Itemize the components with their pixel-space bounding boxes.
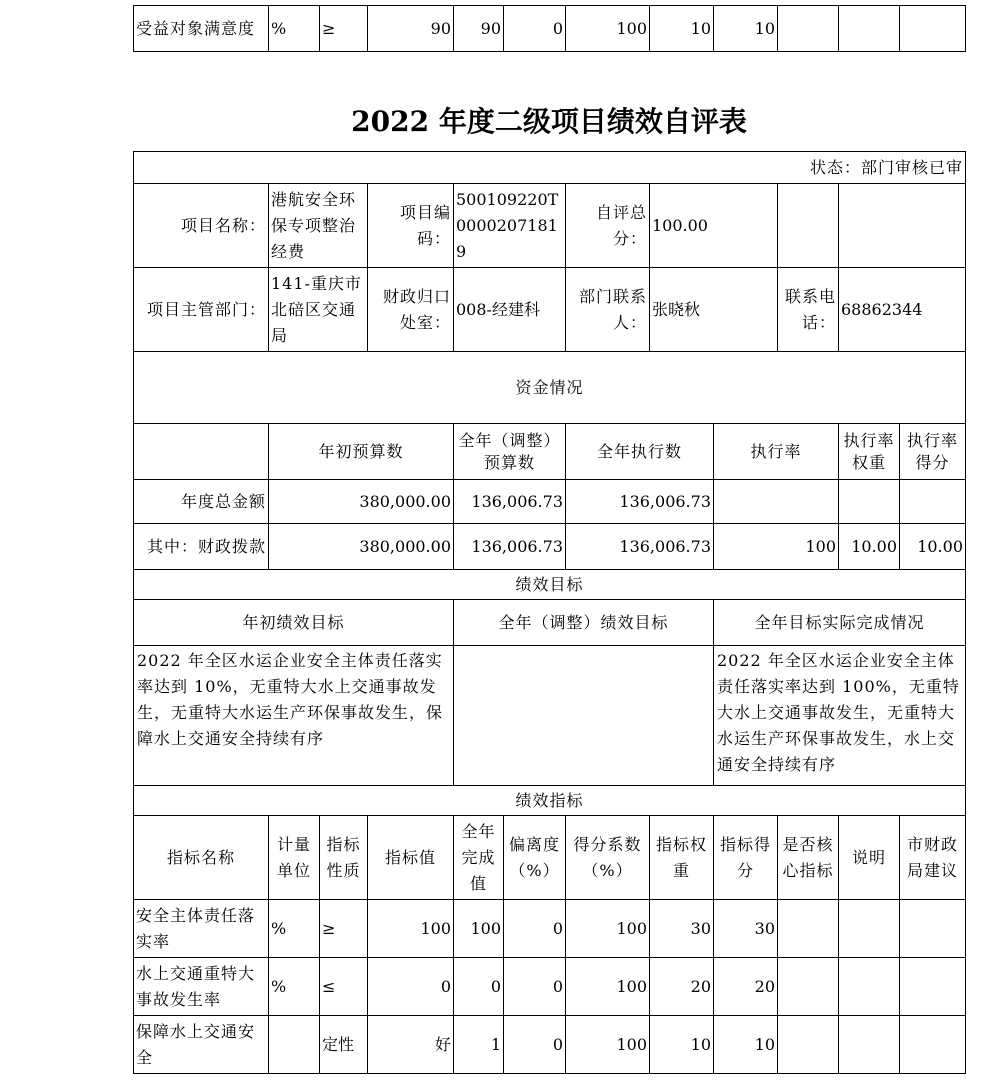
empty-cell (900, 480, 966, 524)
rate-score-header: 执行率得分 (900, 424, 966, 480)
indicator-nature: ≥ (320, 6, 368, 52)
goals-section-title: 绩效目标 (134, 570, 966, 600)
total-score: 100.00 (650, 184, 778, 268)
indicator-unit: % (269, 6, 320, 52)
indicator-unit: % (269, 958, 320, 1016)
table-row (134, 958, 966, 1016)
indicator-core (778, 1016, 839, 1074)
col-header-nature: 指标性质 (320, 816, 368, 900)
project-code-label: 项目编码： (368, 184, 454, 268)
funds-header-row (134, 424, 966, 480)
initial-budget-header: 年初预算数 (269, 424, 454, 480)
goals-content-row (134, 646, 966, 786)
indicator-core (778, 958, 839, 1016)
col-header-target: 指标值 (368, 816, 454, 900)
empty-cell (839, 184, 966, 268)
table-row (134, 524, 966, 570)
indicator-core (778, 6, 839, 52)
indicator-suggestion (900, 1016, 966, 1074)
department-info-row (134, 268, 966, 352)
project-code: 500109220T00002071819 (454, 184, 566, 268)
indicator-weight: 10 (650, 1016, 714, 1074)
project-name-label: 项目名称： (134, 184, 269, 268)
table-row (134, 6, 966, 52)
indicator-deviation: 0 (504, 958, 566, 1016)
fiscal-amount-label: 其中：财政拨款 (134, 524, 269, 570)
indicator-nature: ≤ (320, 958, 368, 1016)
indicator-score: 10 (714, 1016, 778, 1074)
indicator-note (839, 6, 900, 52)
col-header-deviation: 偏离度（%） (504, 816, 566, 900)
initial-goal-header: 年初绩效目标 (134, 600, 454, 646)
finance-value: 008-经建科 (454, 268, 566, 352)
col-header-name: 指标名称 (134, 816, 269, 900)
empty-cell (839, 480, 900, 524)
fiscal-rate-score: 10.00 (900, 524, 966, 570)
indicator-coefficient: 100 (566, 1016, 650, 1074)
indicators-header-row (134, 816, 966, 900)
status-row (134, 152, 966, 184)
indicator-target: 90 (368, 6, 454, 52)
indicator-target: 好 (368, 1016, 454, 1074)
indicator-score: 20 (714, 958, 778, 1016)
indicator-core (778, 900, 839, 958)
col-header-core: 是否核心指标 (778, 816, 839, 900)
score-label: 自评总分： (566, 184, 650, 268)
indicator-weight: 30 (650, 900, 714, 958)
goals-header-row (134, 600, 966, 646)
indicator-completed: 90 (454, 6, 504, 52)
col-header-weight: 指标权重 (650, 816, 714, 900)
dept-label: 项目主管部门： (134, 268, 269, 352)
indicator-unit: % (269, 900, 320, 958)
indicator-suggestion (900, 958, 966, 1016)
actual-goal-header: 全年目标实际完成情况 (714, 600, 966, 646)
phone-value: 68862344 (839, 268, 966, 352)
indicator-deviation: 0 (504, 6, 566, 52)
empty-cell (778, 184, 839, 268)
fiscal-adjusted: 136,006.73 (454, 524, 566, 570)
contact-value: 张晓秋 (650, 268, 778, 352)
empty-cell (134, 424, 269, 480)
col-header-unit: 计量单位 (269, 816, 320, 900)
indicator-completed: 1 (454, 1016, 504, 1074)
indicator-deviation: 0 (504, 900, 566, 958)
status-text: 状态：部门审核已审 (134, 152, 966, 184)
total-adjusted: 136,006.73 (454, 480, 566, 524)
actual-goal-text: 2022 年全区水运企业安全主体责任落实率达到 100%，无重特大水上交通事故发生，无重特大水运生产环保事故发生，水上交通安全持续有序 (714, 646, 966, 786)
empty-cell (714, 480, 839, 524)
indicator-note (839, 1016, 900, 1074)
fiscal-rate: 100 (714, 524, 839, 570)
fiscal-executed: 136,006.73 (566, 524, 714, 570)
project-name: 港航安全环保专项整治经费 (269, 184, 368, 268)
col-header-suggestion: 市财政局建议 (900, 816, 966, 900)
indicator-name: 安全主体责任落实率 (134, 900, 269, 958)
fiscal-rate-weight: 10.00 (839, 524, 900, 570)
dept-value: 141-重庆市北碚区交通局 (269, 268, 368, 352)
indicator-coefficient: 100 (566, 900, 650, 958)
indicators-section-row (134, 786, 966, 816)
initial-goal-text: 2022 年全区水运企业安全主体责任落实率达到 10%，无重特大水上交通事故发生，无重特大水运生产环保事故发生，保障水上交通安全持续有序 (134, 646, 454, 786)
indicator-score: 10 (714, 6, 778, 52)
indicator-name: 受益对象满意度 (134, 6, 269, 52)
indicator-deviation: 0 (504, 1016, 566, 1074)
execution-rate-header: 执行率 (714, 424, 839, 480)
col-header-score: 指标得分 (714, 816, 778, 900)
total-initial: 380,000.00 (269, 480, 454, 524)
finance-label: 财政归口处室： (368, 268, 454, 352)
indicator-coefficient: 100 (566, 6, 650, 52)
indicator-weight: 20 (650, 958, 714, 1016)
indicator-score: 30 (714, 900, 778, 958)
indicator-note (839, 900, 900, 958)
col-header-coefficient: 得分系数（%） (566, 816, 650, 900)
indicator-completed: 100 (454, 900, 504, 958)
indicator-unit (269, 1016, 320, 1074)
indicator-weight: 10 (650, 6, 714, 52)
col-header-completed: 全年完成值 (454, 816, 504, 900)
total-executed: 136,006.73 (566, 480, 714, 524)
table-row (134, 900, 966, 958)
indicator-coefficient: 100 (566, 958, 650, 1016)
adjusted-goal-text (454, 646, 714, 786)
indicator-completed: 0 (454, 958, 504, 1016)
page-title: 2022 年度二级项目绩效自评表 (351, 105, 747, 138)
indicator-target: 100 (368, 900, 454, 958)
funds-section-row (134, 352, 966, 424)
rate-weight-header: 执行率权重 (839, 424, 900, 480)
goals-section-row (134, 570, 966, 600)
indicator-name: 保障水上交通安全 (134, 1016, 269, 1074)
indicator-nature: ≥ (320, 900, 368, 958)
indicator-name: 水上交通重特大事故发生率 (134, 958, 269, 1016)
previous-indicator-table (133, 5, 966, 52)
indicator-suggestion (900, 6, 966, 52)
total-amount-label: 年度总金额 (134, 480, 269, 524)
indicator-nature: 定性 (320, 1016, 368, 1074)
adjusted-goal-header: 全年（调整）绩效目标 (454, 600, 714, 646)
contact-label: 部门联系人： (566, 268, 650, 352)
indicator-suggestion (900, 900, 966, 958)
funds-section-title: 资金情况 (134, 352, 966, 424)
indicator-target: 0 (368, 958, 454, 1016)
col-header-note: 说明 (839, 816, 900, 900)
table-row (134, 1016, 966, 1074)
fiscal-initial: 380,000.00 (269, 524, 454, 570)
self-evaluation-table (133, 151, 966, 1074)
project-info-row (134, 184, 966, 268)
indicator-note (839, 958, 900, 1016)
adjusted-budget-header: 全年（调整）预算数 (454, 424, 566, 480)
table-row (134, 480, 966, 524)
indicators-section-title: 绩效指标 (134, 786, 966, 816)
executed-header: 全年执行数 (566, 424, 714, 480)
phone-label: 联系电话： (778, 268, 839, 352)
